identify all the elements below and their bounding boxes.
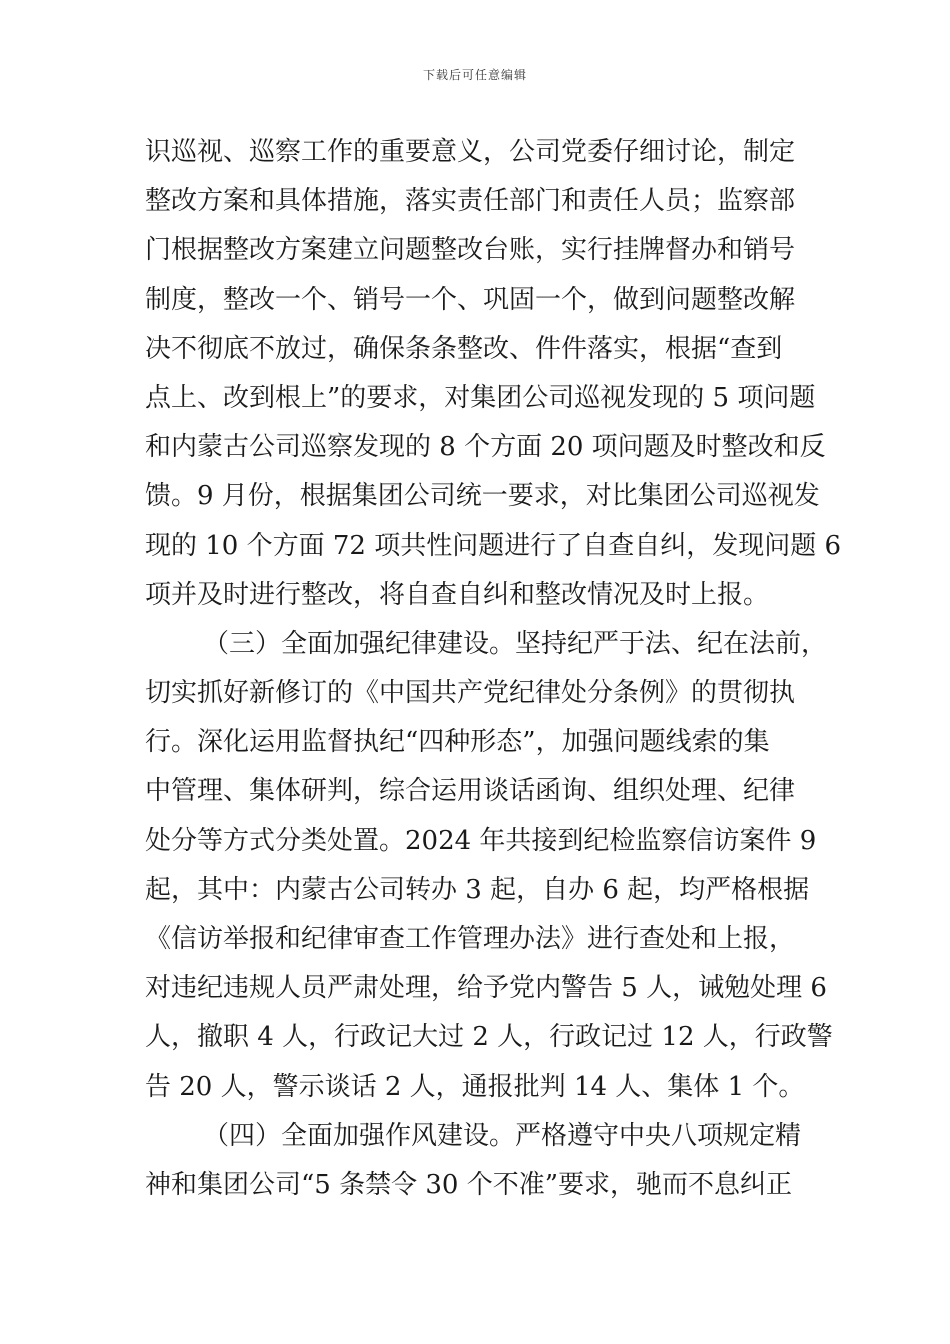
text-line: 点上、改到根上”的要求，对集团公司巡视发现的 5 项问题 bbox=[145, 382, 816, 413]
text-line: 决不彻底不放过，确保条条整改、件件落实，根据“查到 bbox=[145, 333, 783, 364]
text-line: 告 20 人，警示谈话 2 人，通报批判 14 人、集体 1 个。 bbox=[145, 1071, 805, 1102]
text-line: 对违纪违规人员严肃处理，给予党内警告 5 人，诫勉处理 6 bbox=[145, 973, 827, 1004]
text-line: 和内蒙古公司巡察发现的 8 个方面 20 项问题及时整改和反 bbox=[145, 432, 826, 463]
text-line: 现的 10 个方面 72 项共性问题进行了自查自纠，发现问题 6 bbox=[145, 530, 842, 561]
text-line: 处分等方式分类处置。2024 年共接到纪检监察信访案件 9 bbox=[145, 825, 817, 856]
text-line: 制度，整改一个、销号一个、巩固一个，做到问题整改解 bbox=[145, 284, 796, 315]
text-line: 《信访举报和纪律审查工作管理办法》进行查处和上报， bbox=[145, 924, 796, 954]
text-line: 识巡视、巡察工作的重要意义，公司党委仔细讨论，制定 bbox=[145, 137, 796, 167]
text-line: 人，撤职 4 人，行政记大过 2 人，行政记过 12 人，行政警 bbox=[145, 1022, 833, 1053]
text-line: 整改方案和具体措施，落实责任部门和责任人员；监察部 bbox=[145, 186, 796, 217]
text-line: 切实抓好新修订的《中国共产党纪律处分条例》的贯彻执 bbox=[145, 678, 796, 709]
text-line: 中管理、集体研判，综合运用谈话函询、组织处理、纪律 bbox=[145, 776, 796, 807]
section-heading-line: （三）全面加强纪律建设。坚持纪严于法、纪在法前， bbox=[203, 628, 828, 659]
text-line: 项并及时进行整改，将自查自纠和整改情况及时上报。 bbox=[145, 579, 770, 610]
section-heading-line: （四）全面加强作风建设。严格遵守中央八项规定精 bbox=[203, 1120, 802, 1151]
text-line: 行。深化运用监督执纪“四种形态”，加强问题线索的集 bbox=[145, 727, 770, 758]
text-line: 起，其中：内蒙古公司转办 3 起，自办 6 起，均严格根据 bbox=[145, 874, 810, 905]
page-header-note: 下载后可任意编辑 bbox=[422, 68, 527, 82]
text-line: 馈。9 月份，根据集团公司统一要求，对比集团公司巡视发 bbox=[145, 481, 820, 512]
document-body bbox=[145, 128, 842, 1210]
text-line: 门根据整改方案建立问题整改台账，实行挂牌督办和销号 bbox=[145, 235, 796, 266]
text-line: 神和集团公司“5 条禁令 30 个不准”要求，驰而不息纠正 bbox=[145, 1169, 793, 1200]
